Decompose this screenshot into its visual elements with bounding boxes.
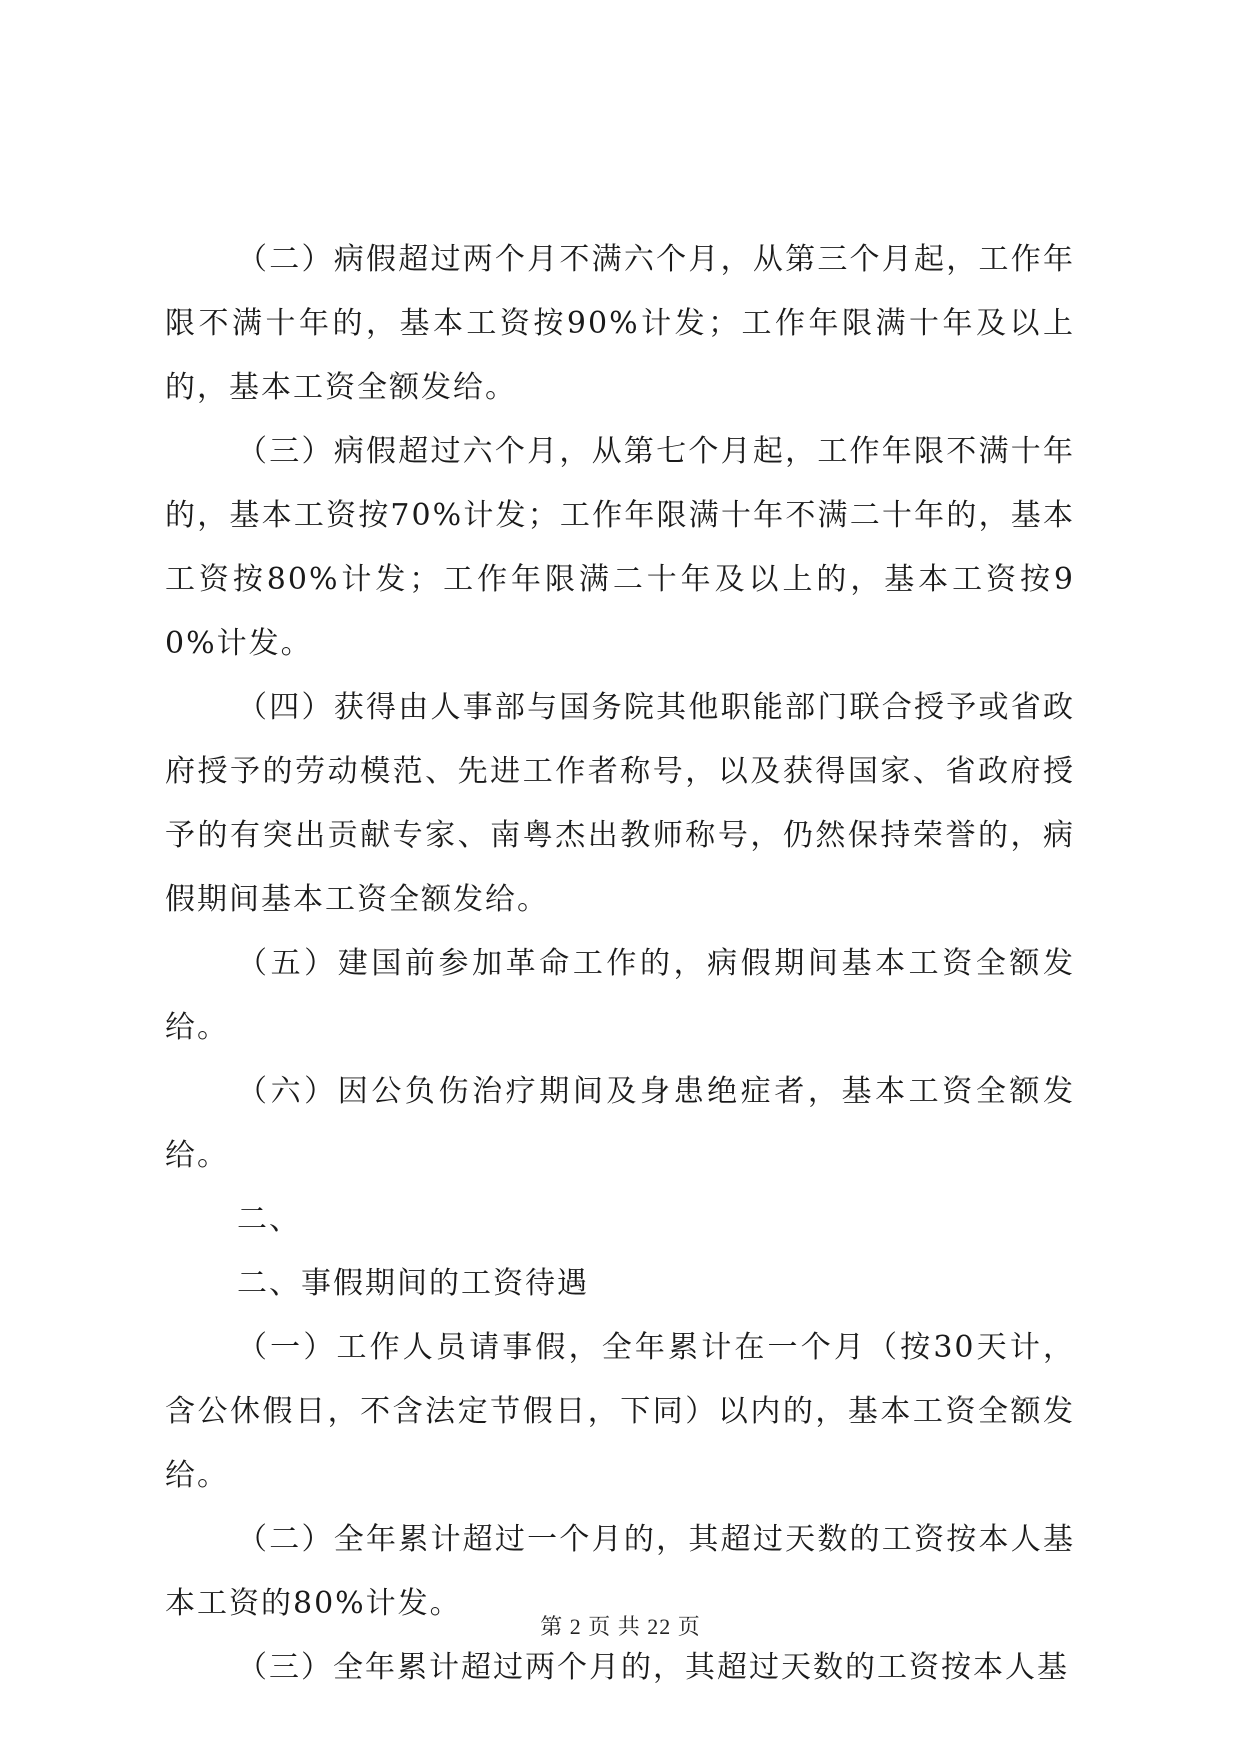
section-marker: 二、 (237, 1202, 301, 1237)
paragraph-sick-leave-2: （二）病假超过两个月不满六个月，从第三个月起，工作年限不满十年的，基本工资按90%计发；工作年限满十年及以上的，基本工资全额发给。 (165, 242, 1075, 405)
paragraph-sick-leave-4: （四）获得由人事部与国务院其他职能部门联合授予或省政府授予的劳动模范、先进工作者称号，以及获得国家、省政府授予的有突出贡献专家、南粤杰出教师称号，仍然保持荣誉的，病假期间基本工资全额发给。 (165, 690, 1075, 917)
paragraph-sick-leave-3: （三）病假超过六个月，从第七个月起，工作年限不满十年的，基本工资按70%计发；工作年限满十年不满二十年的，基本工资按80%计发；工作年限满二十年及以上的，基本工资按90%计发。 (165, 434, 1075, 661)
page-number-footer: 第 2 页 共 22 页 (540, 1614, 701, 1639)
paragraph-sick-leave-6: （六）因公负伤治疗期间及身患绝症者，基本工资全额发给。 (165, 1074, 1075, 1173)
paragraph-personal-leave-1: （一）工作人员请事假，全年累计在一个月（按30天计，含公休假日，不含法定节假日，下同）以内的，基本工资全额发给。 (165, 1330, 1075, 1493)
paragraph-personal-leave-2: （二）全年累计超过一个月的，其超过天数的工资按本人基本工资的80%计发。 (165, 1522, 1075, 1621)
section-heading-personal-leave: 二、事假期间的工资待遇 (237, 1266, 589, 1301)
paragraph-personal-leave-3: （三）全年累计超过两个月的，其超过天数的工资按本人基 (237, 1650, 1069, 1685)
document-body (165, 228, 1075, 1700)
paragraph-sick-leave-5: （五）建国前参加革命工作的，病假期间基本工资全额发给。 (165, 946, 1075, 1045)
